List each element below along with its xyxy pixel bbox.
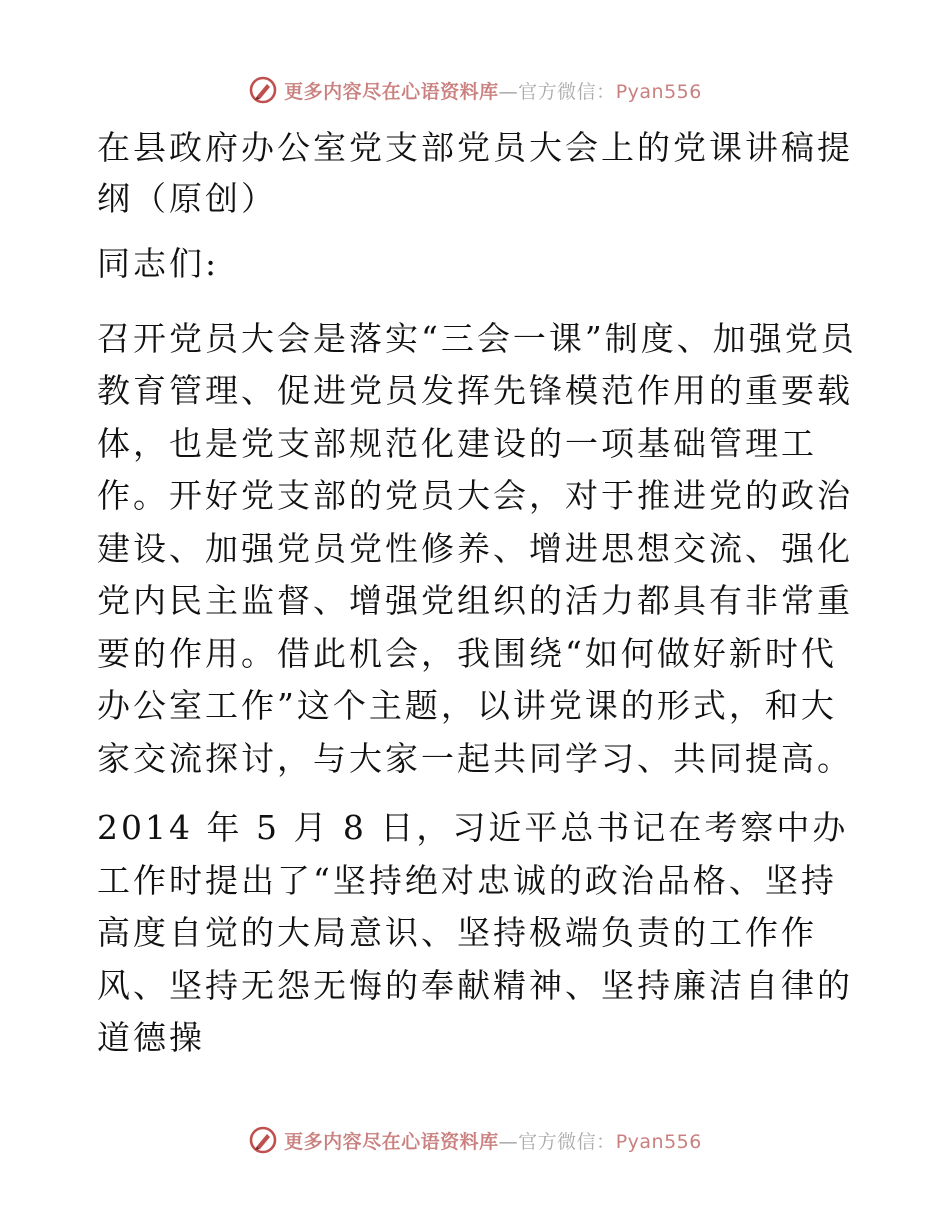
watermark-sub-text: 官方微信：: [518, 80, 616, 103]
salutation: 同志们:: [97, 244, 220, 283]
watermark-wechat-id: Pyan556: [615, 80, 702, 103]
watermark-sub-text: 官方微信：: [518, 1130, 616, 1153]
watermark-separator: —: [498, 80, 519, 103]
watermark-text: [284, 1127, 702, 1154]
pen-logo-icon: [248, 1125, 278, 1155]
watermark-wechat-id: Pyan556: [615, 1130, 702, 1153]
watermark-header: [0, 70, 950, 110]
watermark-main-text: 更多内容尽在心语资料库: [284, 80, 499, 103]
watermark-separator: —: [498, 1130, 519, 1153]
watermark-footer: [0, 1120, 950, 1160]
paragraph-1: 召开党员大会是落实“三会一课”制度、加强党员教育管理、促进党员发挥先锋模范作用的重要载体，也是党支部规范化建设的一项基础管理工作。开好党支部的党员大会，对于推进党的政治建设、加强党员党性修养、增进思想交流、强化党内民主监督、增强党组织的活力都具有非常重要的作用。借此机会，我围绕“如何做好新时代办公室工作”这个主题，以讲党课的形式，和大家交流探讨，与大家一起共同学习、共同提高。: [97, 318, 857, 778]
watermark-text: [284, 77, 702, 104]
pen-logo-icon: [248, 75, 278, 105]
document-body: [97, 122, 857, 1082]
paragraph-2: 2014 年 5 月 8 日，习近平总书记在考察中办工作时提出了“坚持绝对忠诚的政治品格、坚持高度自觉的大局意识、坚持极端负责的工作作风、坚持无怨无悔的奉献精神、坚持廉洁自律的道德操: [97, 808, 853, 1057]
watermark-main-text: 更多内容尽在心语资料库: [284, 1130, 499, 1153]
document-title: 在县政府办公室党支部党员大会上的党课讲稿提纲（原创）: [97, 128, 853, 218]
